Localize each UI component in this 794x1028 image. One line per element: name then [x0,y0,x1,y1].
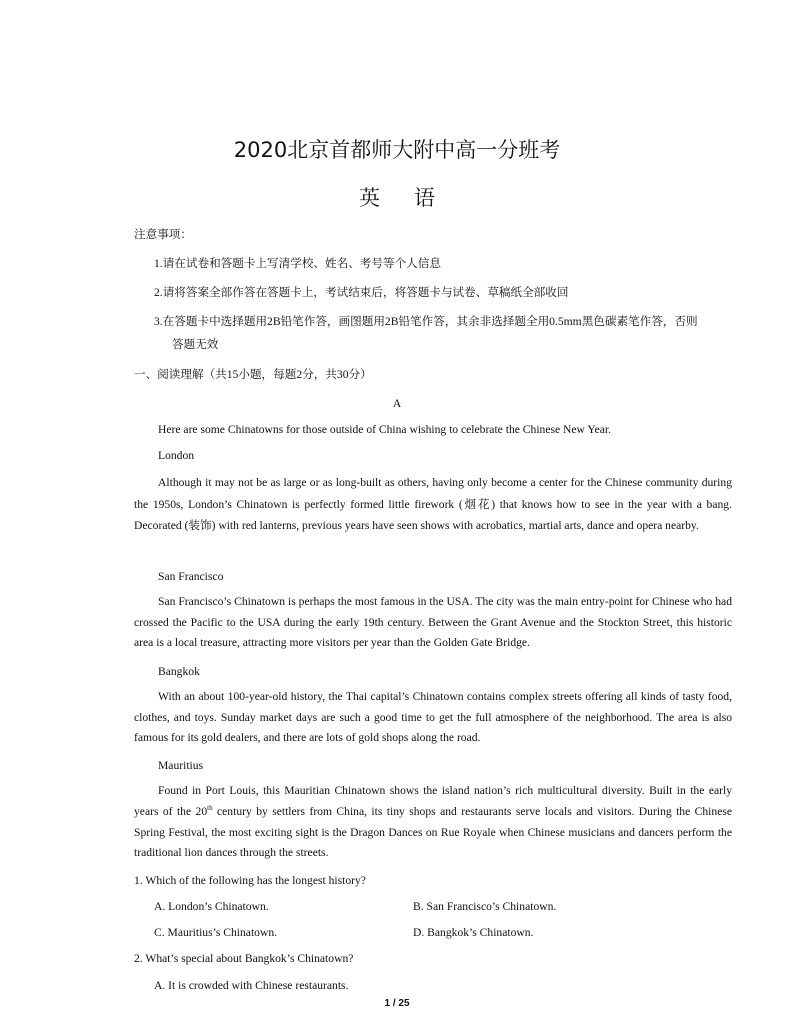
notice-item-1: 1.请在试卷和答题卡上写清学校、姓名、考号等个人信息 [154,257,441,270]
mauritius-paragraph [134,781,732,864]
sf-paragraph [134,592,732,654]
subject-heading [0,182,794,212]
bangkok-text: With an about 100-year-old history, the Thai capital’s Chinatown contains complex streets offering all kinds of tasty food, clothes, and toys. Sunday market days are such a good time to get the full atmosphere of the neighborhood. The area is also famous for its gold dealers, and there are lots of gold shops along the road. [134,690,732,744]
question-1-stem: 1. Which of the following has the longest history? [134,874,366,887]
notice-item-3: 3.在答题卡中选择题用2B铅笔作答，画图题用2B铅笔作答，其余非选择题全用0.5mm黑色碳素笔作答，否则 [154,315,698,328]
london-heading: London [158,449,195,462]
subject-char-1: 英 [359,186,380,210]
question-1-option-b: B. San Francisco’s Chinatown. [413,900,557,913]
mauritius-text-1: Found in Port Louis, this Mauritian Chinatown shows the island nation’s rich multicultural diversity. Built in the early years of the 20 [134,784,732,818]
question-2-option-a: A. It is crowded with Chinese restaurants. [154,979,349,992]
london-text: Although it may not be as large or as long-built as others, having only become a center for the Chinese community during the 1950s, London’s Chinatown is perfectly formed little firework (烟花) that knows how to see in the year with a bang. Decorated (装饰) with red lanterns, previous years have seen shows with acrobatics, martial arts, dance and opera nearby. [134,476,732,532]
mauritius-text-2: century by settlers from China, its tiny shops and restaurants serve locals and visitors. During the Chinese Spring Festival, the most exciting sight is the Dragon Dances on Rue Royale when Chinese musicians and dancers perform the traditional lion dances through the streets. [134,804,733,860]
question-1-option-a: A. London’s Chinatown. [154,900,269,913]
notice-item-2: 2.请将答案全部作答在答题卡上，考试结束后，将答题卡与试卷、草稿纸全部收回 [154,286,569,299]
notice-item-3-cont: 答题无效 [172,338,219,351]
bangkok-heading: Bangkok [158,665,200,678]
bangkok-paragraph [134,687,732,749]
passage-label: A [392,397,402,410]
subject-char-2: 语 [414,186,435,210]
exam-title: 2020北京首都师大附中高一分班考 [233,138,561,162]
sf-heading: San Francisco [158,570,224,583]
mauritius-superscript: th [207,803,213,812]
notice-heading: 注意事项： [134,228,192,241]
question-1-option-c: C. Mauritius’s Chinatown. [154,926,278,939]
london-paragraph [134,472,732,537]
passage-intro: Here are some Chinatowns for those outside of China wishing to celebrate the Chinese New Year. [158,423,612,436]
sf-text: San Francisco’s Chinatown is perhaps the most famous in the USA. The city was the main entry-point for Chinese who had crossed the Pacific to the USA during the early 19th century. Between the Grant Avenue and the Stockton Street, this historic area is a local treasure, attracting more visitors per year than the Golden Gate Bridge. [134,595,732,649]
question-2-stem: 2. What’s special about Bangkok’s Chinatown? [134,952,354,965]
page-number: 1 / 25 [384,998,410,1009]
question-1-option-d: D. Bangkok’s Chinatown. [413,926,534,939]
section-heading: 一、阅读理解（共15小题，每题2分，共30分） [134,368,372,381]
mauritius-heading: Mauritius [158,759,204,772]
